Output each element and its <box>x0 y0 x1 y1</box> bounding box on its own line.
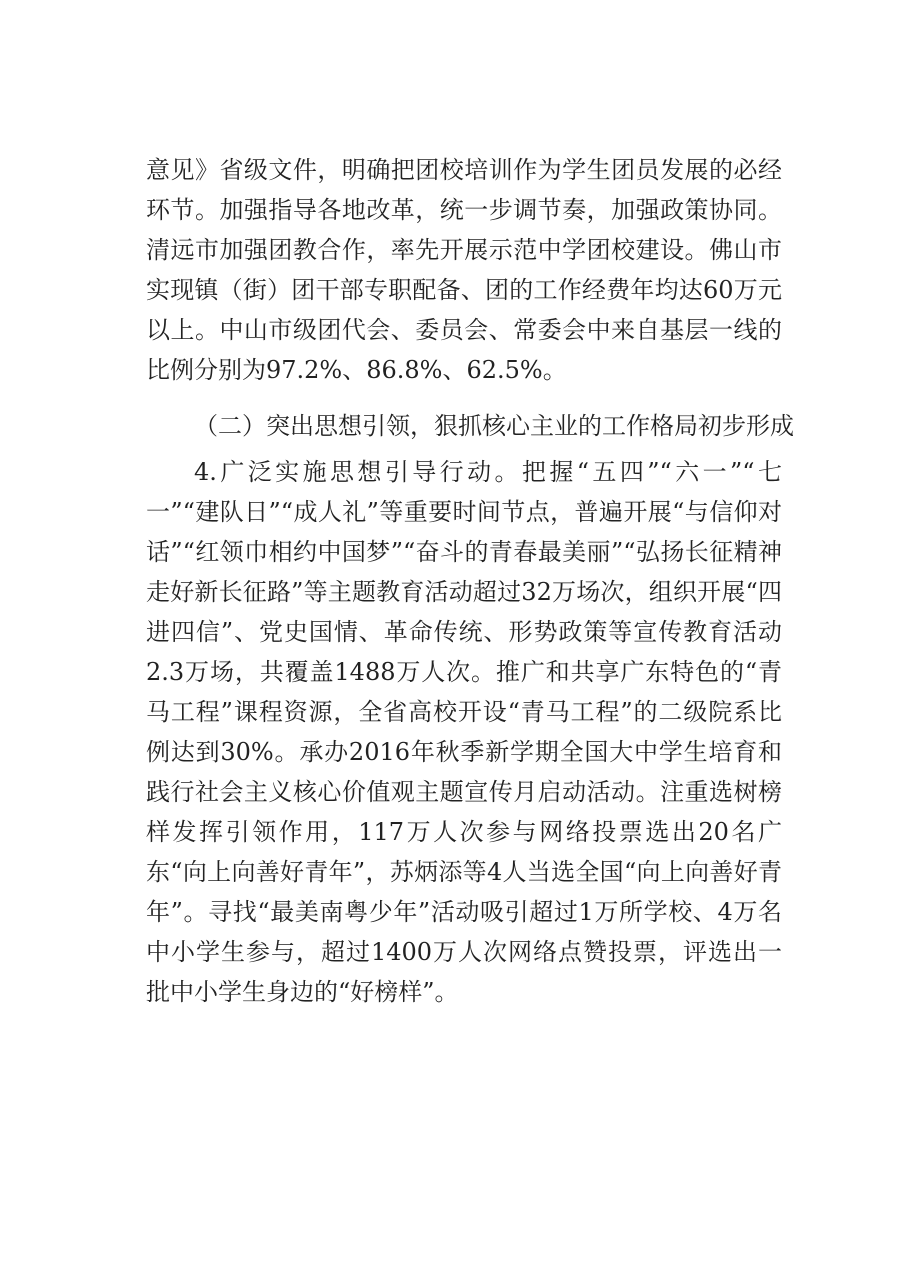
paragraph-item-4: 4.广泛实施思想引导行动。把握“五四”“六一”“七一”“建队日”“成人礼”等重要时间节点，普遍开展“与信仰对话”“红领巾相约中国梦”“奋斗的青春最美丽”“弘扬长征精神走好新长征路”等主题教育活动超过32万场次，组织开展“四进四信”、党史国情、革命传统、形势政策等宣传教育活动2.3万场，共覆盖1488万人次。推广和共享广东特色的“青马工程”课程资源，全省高校开设“青马工程”的二级院系比例达到30%。承办2016年秋季新学期全国大中学生培育和践行社会主义核心价值观主题宣传月启动活动。注重选树榜样发挥引领作用，117万人次参与网络投票选出20名广东“向上向善好青年”，苏炳添等4人当选全国“向上向善好青年”。寻找“最美南粤少年”活动吸引超过1万所学校、4万名中小学生参与，超过1400万人次网络点赞投票，评选出一批中小学生身边的“好榜样”。 <box>146 458 782 1006</box>
paragraph-continued: 意见》省级文件，明确把团校培训作为学生团员发展的必经环节。加强指导各地改革，统一步调节奏，加强政策协同。清远市加强团教合作，率先开展示范中学团校建设。佛山市实现镇（街）团干部专职配备、团的工作经费年均达60万元以上。中山市级团代会、委员会、常委会中来自基层一线的比例分别为97.2%、86.8%、62.5%。 <box>146 156 782 384</box>
document-body <box>146 150 794 1012</box>
section-heading: （二）突出思想引领，狠抓核心主业的工作格局初步形成 <box>194 412 794 440</box>
